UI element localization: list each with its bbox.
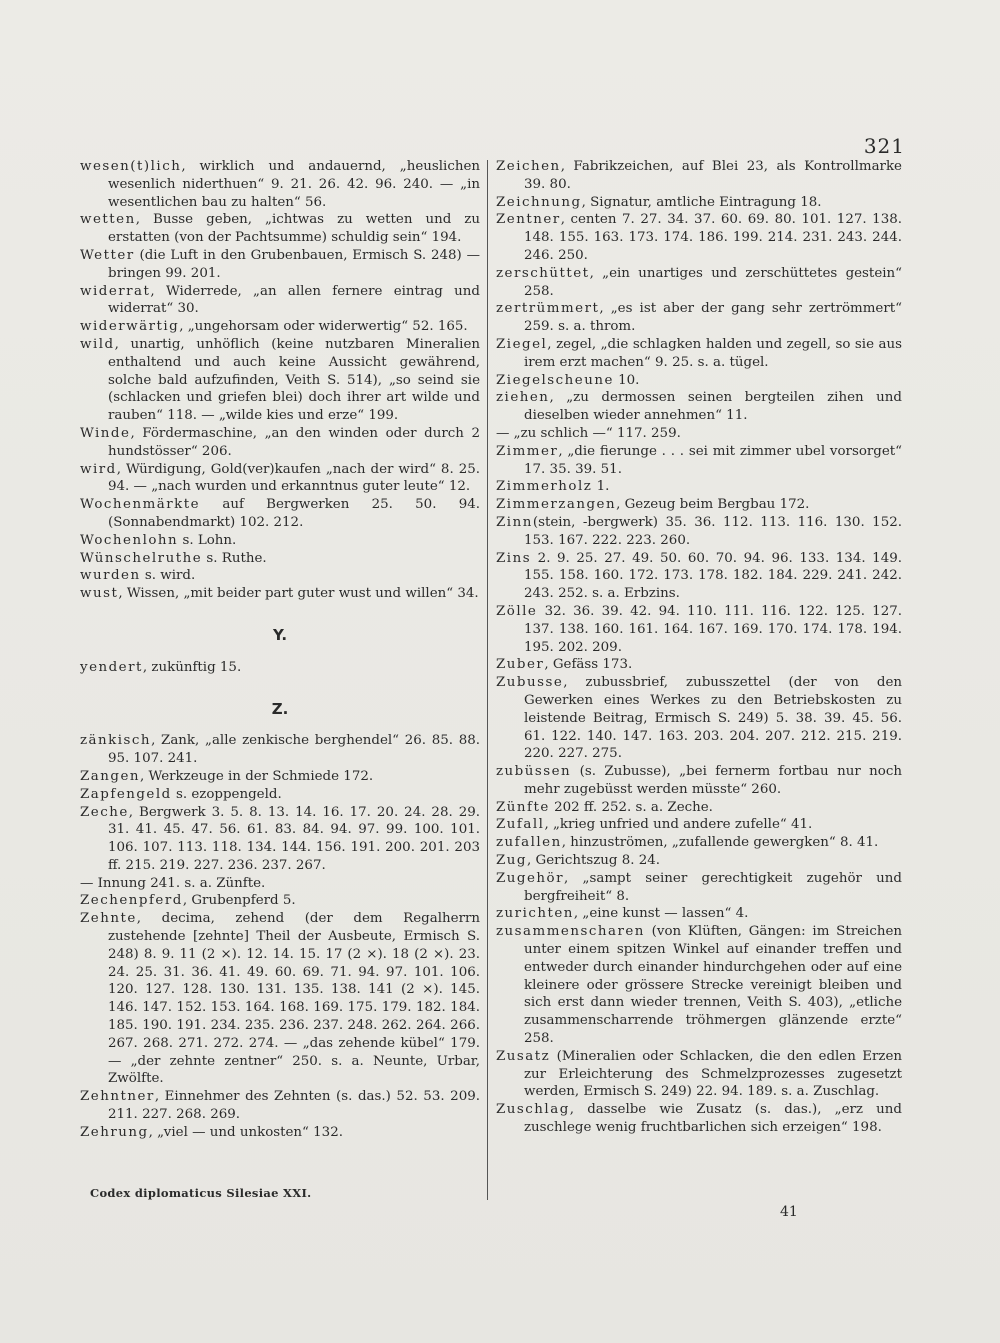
right-entry-list (496, 158, 902, 1137)
entry-headword: widerwärtig (80, 319, 180, 335)
entry-text: — Innung 241. s. a. Zünfte. (80, 875, 266, 891)
index-entry (496, 158, 902, 194)
index-entry (496, 425, 902, 443)
entry-headword: zurichten (496, 906, 574, 922)
entry-text: , zegel, „die schlagken halden und zegell, so sie aus irem erzt machen“ 9. 25. s. a. tügel. (524, 336, 902, 370)
index-entry (80, 318, 480, 336)
entry-text: s. ezoppengeld. (171, 786, 282, 802)
footer-sheet-number: 41 (780, 1204, 798, 1220)
entry-headword: wetten (80, 212, 136, 228)
index-entry (80, 247, 480, 283)
entry-headword: Zeichnung (496, 194, 582, 210)
entry-text: (die Luft in den Grubenbauen, Ermisch S. 248) — bringen 99. 201. (108, 247, 480, 281)
section-z-entry-list (80, 732, 480, 1141)
entry-text: , „viel — und unkosten“ 132. (148, 1124, 343, 1140)
index-entry (496, 603, 902, 656)
index-entry (80, 1088, 480, 1124)
index-entry (496, 336, 902, 372)
entry-text: , zukünftig 15. (142, 659, 242, 675)
entry-headword: Zusatz (496, 1048, 551, 1064)
entry-text: , Widerrede, „an allen fernere eintrag und widerrat“ 30. (108, 283, 480, 317)
entry-headword: Zug (496, 853, 528, 869)
entry-headword: zänkisch (80, 733, 152, 749)
index-entry (80, 892, 480, 910)
entry-text: 1. (592, 479, 610, 495)
index-entry (496, 372, 902, 390)
index-entry (496, 496, 902, 514)
entry-text: , „sampt seiner gerechtigkeit zugehör und bergfreiheit“ 8. (524, 870, 902, 904)
page-number: 321 (863, 134, 905, 158)
entry-headword: Zufall (496, 817, 545, 833)
index-entry (496, 656, 902, 674)
index-entry (80, 550, 480, 568)
entry-headword: zusammenscharen (496, 924, 645, 940)
index-entry (496, 443, 902, 479)
entry-text: , Einnehmer des Zehnten (s. das.) 52. 53. 209. 211. 227. 268. 269. (108, 1089, 480, 1123)
entry-headword: Wünschelruthe (80, 550, 203, 566)
entry-text: (stein, -bergwerk) 35. 36. 112. 113. 116. 130. 152. 153. 167. 222. 223. 260. (524, 514, 902, 548)
index-entry (80, 804, 480, 875)
index-entry (80, 786, 480, 804)
entry-headword: ziehen (496, 390, 550, 406)
entry-text: , „zu dermossen seinen bergteilen zihen und dieselben wieder annehmen“ 11. (524, 390, 902, 424)
entry-headword: Zubusse (496, 675, 564, 691)
entry-text: , „es ist aber der gang sehr zertrömmert“ 259. s. a. throm. (524, 301, 902, 335)
entry-text: 2. 9. 25. 27. 49. 50. 60. 70. 94. 96. 133. 134. 149. 155. 158. 160. 172. 173. 178. 182. 184. 229. 241. 242. 243. 252. s. a. Erbzins. (524, 550, 902, 602)
entry-text: , zubussbrief, zubusszettel (der von den Gewerken eines Werkes zu den Betriebskosten zu leistende Beitrag, Ermisch S. 249) 5. 38. 39. 45. 56. 61. 122. 140. 147. 163. 203. 204. 207. 212. 215. 219. 220. 227. 275. (524, 675, 902, 762)
right-column (496, 158, 902, 1137)
entry-headword: zubüssen (496, 764, 572, 780)
entry-headword: Zimmerholz (496, 479, 593, 495)
entry-text: (s. Zubusse), „bei fernerm fortbau nur noch mehr zugebüsst werden müsste“ 260. (524, 764, 902, 797)
index-entry (80, 585, 480, 603)
left-entry-list (80, 158, 480, 603)
entry-text: , hinzuströmen, „zufallende gewergken“ 8. 41. (561, 835, 879, 851)
entry-text: s. Ruthe. (202, 550, 267, 566)
entry-headword: Zuber (496, 657, 545, 673)
entry-text: , Signatur, amtliche Eintragung 18. (581, 194, 822, 210)
entry-text: , Wissen, „mit beider part guter wust und willen“ 34. (118, 586, 479, 602)
entry-text: , Bergwerk 3. 5. 8. 13. 14. 16. 17. 20. 24. 28. 29. 31. 41. 45. 47. 56. 61. 83. 84. 94. 97. 99. 100. 101. 106. 107. 113. 118. 134. 144. 156. 191. 200. 201. 203 ff. 215. 219. 227. 236. 237. 267. (108, 804, 480, 873)
entry-text: , unartig, unhöflich (keine nutzbaren Mineralien enthaltend und auch keine Aussicht gewährend, solche bald aufzufinden, Veith S. 514), „so seind sie (schlacken und griefen blei) doch ihrer art wilde und rauben“ 118. — „wilde kies und erze“ 199. (108, 336, 480, 424)
entry-text: , Werkzeuge in der Schmiede 172. (140, 768, 374, 784)
entry-text: , decima, zehend (der dem Regalherrn zustehende [zehnte] Theil der Ausbeute, Ermisch S. 248) 8. 9. 11 (2 ×). 12. 14. 15. 17 (2 ×). 18 (2 ×). 23. 24. 25. 31. 36. 41. 49. 60. 69. 71. 94. 97. 101. 106. 120. 127. 128. 130. 131. 135. 138. 141 (2 ×). 145. 146. 147. 152. 153. 164. 168. 169. 175. 179. 182. 184. 185. 190. 191. 234. 235. 236. 237. 248. 262. 264. 266. 267. 268. 271. 272. 274. — „das zehende kübel“ 179. — „der zehnte zentner“ 250. s. a. Neunte, Urbar, Zwölfte. (108, 911, 480, 1087)
index-entry (80, 567, 480, 585)
section-heading-y: Y. (272, 625, 288, 644)
index-entry (496, 211, 902, 264)
entry-headword: Zehnte (80, 911, 137, 927)
index-entry (496, 1048, 902, 1101)
index-entry (496, 1101, 902, 1137)
entry-text: s. wird. (140, 568, 196, 584)
entry-headword: Ziegelscheune (496, 372, 614, 388)
section-heading-z: Z. (271, 699, 289, 718)
index-entry (80, 158, 480, 211)
entry-headword: Wetter (80, 247, 135, 263)
index-entry (496, 514, 902, 550)
index-entry (80, 211, 480, 247)
entry-headword: Zins (496, 550, 532, 566)
index-entry (496, 905, 902, 923)
entry-headword: Zehntner (80, 1089, 155, 1105)
entry-text: 32. 36. 39. 42. 94. 110. 111. 116. 122. 125. 127. 137. 138. 160. 161. 164. 167. 169. 170. 174. 178. 194. 195. 202. 209. (524, 603, 902, 655)
entry-headword: Zünfte (496, 799, 550, 815)
index-entry (496, 478, 902, 496)
entry-headword: Zimmerzangen (496, 497, 617, 513)
entry-headword: Zimmer (496, 443, 559, 459)
entry-headword: wird (80, 461, 117, 477)
index-entry (80, 768, 480, 786)
index-entry (496, 870, 902, 906)
entry-headword: Zentner (496, 212, 561, 228)
entry-text: , centen 7. 27. 34. 37. 60. 69. 80. 101. 127. 138. 148. 155. 163. 173. 174. 186. 199. 214. 231. 243. 244. 246. 250. (524, 212, 902, 263)
index-entry (496, 300, 902, 336)
entry-text: (von Klüften, Gängen: im Streichen unter einem spitzen Winkel auf einander treffen und entweder durch einander hindurchgehen oder auf eine kleinere oder grössere Strecke vereinigt bleiben und sich erst dann wieder trennen, Veith S. 403), „etliche zusammenscharrende tröhmergen glänzende erzte“ 258. (524, 924, 902, 1047)
index-entry (496, 674, 902, 763)
entry-text: , wirklich und andauernd, „heuslichen wesenlich niderthuen“ 9. 21. 26. 42. 96. 240. — „in wesentlichen bau zu halten“ 56. (108, 159, 480, 210)
entry-headword: Zangen (80, 768, 141, 784)
index-entry (496, 763, 902, 799)
entry-text: , Fördermaschine, „an den winden oder durch 2 hundstösser“ 206. (108, 425, 480, 459)
entry-text: 202 ff. 252. s. a. Zeche. (549, 799, 713, 815)
entry-headword: Zeichen (496, 159, 561, 174)
index-entry (80, 283, 480, 319)
entry-headword: Wochenlohn (80, 532, 179, 548)
index-entry (80, 461, 480, 497)
entry-headword: Zölle (496, 603, 538, 619)
entry-headword: Zuschlag (496, 1102, 570, 1118)
entry-text: , Busse geben, „ichtwas zu wetten und zu erstatten (von der Pachtsumme) schuldig sein“ 194. (108, 212, 480, 246)
index-entry (80, 532, 480, 550)
entry-headword: Wochenmärkte (80, 497, 201, 513)
index-entry (80, 875, 480, 893)
entry-headword: Zeche (80, 804, 129, 820)
entry-text: — „zu schlich —“ 117. 259. (496, 425, 681, 441)
index-entry (80, 732, 480, 768)
index-entry (496, 799, 902, 817)
index-entry (496, 834, 902, 852)
entry-headword: Zugehör (496, 870, 565, 886)
entry-headword: yendert (80, 659, 143, 675)
entry-text: , Zank, „alle zenkische berghendel“ 26. 85. 88. 95. 107. 241. (108, 733, 480, 767)
entry-text: auf Bergwerken 25. 50. 94. (Sonnabendmarkt) 102. 212. (108, 497, 480, 530)
entry-headword: zertrümmert (496, 301, 600, 317)
entry-text: , „krieg unfried und andere zufelle“ 41. (544, 817, 813, 833)
entry-headword: Zapfengeld (80, 786, 172, 802)
entry-headword: zufallen (496, 835, 562, 851)
entry-text: , Grubenpferd 5. (182, 893, 296, 909)
index-entry (496, 194, 902, 212)
entry-text: , Gefäss 173. (544, 657, 633, 673)
entry-headword: wild (80, 336, 115, 352)
entry-text: , „die fierunge . . . sei mit zimmer ubel vorsorget“ 17. 35. 39. 51. (524, 443, 902, 477)
entry-headword: Ziegel (496, 336, 548, 352)
footer-signature-line: Codex diplomaticus Silesiae XXI. (90, 1186, 312, 1200)
entry-headword: wust (80, 586, 119, 602)
entry-headword: wurden (80, 568, 141, 584)
index-entry (496, 389, 902, 425)
entry-headword: Zinn (496, 514, 533, 530)
entry-text: , Fabrikzeichen, auf Blei 23, als Kontrollmarke 39. 80. (524, 159, 902, 192)
entry-headword: Zechenpferd (80, 893, 183, 909)
index-entry (496, 923, 902, 1048)
entry-text: , dasselbe wie Zusatz (s. das.), „erz und zuschlege wenig fruchtbarlichen sich erzeigen“ 198. (524, 1102, 902, 1136)
section-y-entry-list (80, 659, 480, 677)
left-column (80, 158, 480, 1142)
index-entry (80, 659, 480, 677)
index-entry (80, 1124, 480, 1142)
index-entry (496, 550, 902, 603)
entry-text: , „ungehorsam oder widerwertig“ 52. 165. (179, 319, 468, 335)
entry-text: s. Lohn. (178, 532, 237, 548)
index-entry (80, 910, 480, 1088)
entry-headword: widerrat (80, 283, 151, 299)
index-entry (496, 852, 902, 870)
entry-text: , „eine kunst — lassen“ 4. (573, 906, 749, 922)
entry-text: , Gerichtszug 8. 24. (527, 853, 661, 869)
entry-text: , „ein unartiges und zerschüttetes gestein“ 258. (524, 265, 902, 299)
index-entry (80, 336, 480, 425)
column-divider (487, 160, 488, 1200)
entry-text: (Mineralien oder Schlacken, die den edlen Erzen zur Erleichterung des Schmelzprozesses zugesetzt werden, Ermisch S. 249) 22. 94. 189. s. a. Zuschlag. (524, 1048, 902, 1100)
entry-text: , Würdigung, Gold(ver)kaufen „nach der wird“ 8. 25. 94. — „nach wurden und erkanntnus guter leute“ 12. (108, 461, 480, 495)
index-entry (80, 425, 480, 461)
entry-text: 10. (613, 372, 640, 388)
index-entry (496, 816, 902, 834)
index-entry (496, 265, 902, 301)
entry-headword: wesen(t)lich (80, 159, 182, 174)
entry-headword: zerschüttet (496, 265, 590, 281)
index-entry (80, 496, 480, 532)
entry-text: , Gezeug beim Bergbau 172. (616, 497, 810, 513)
entry-headword: Winde (80, 425, 131, 441)
entry-headword: Zehrung (80, 1124, 149, 1140)
